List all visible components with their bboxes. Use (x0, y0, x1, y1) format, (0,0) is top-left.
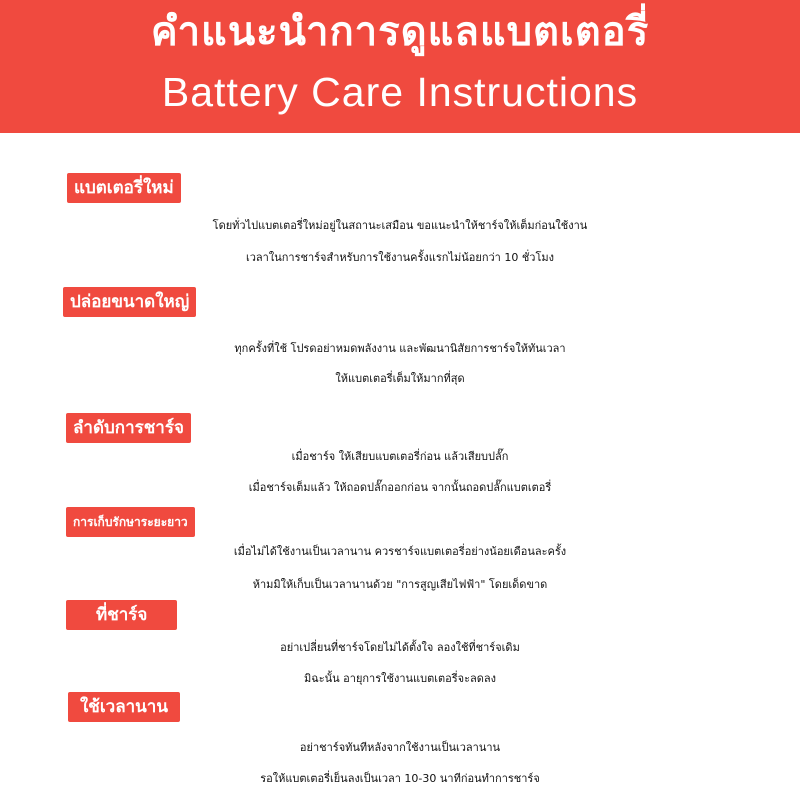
header-banner (0, 0, 800, 133)
section-text-line: อย่าเปลี่ยนที่ชาร์จโดยไม่ได้ตั้งใจ ลองใช้ที่ชาร์จเดิม (280, 641, 520, 654)
section-text-line: เวลาในการชาร์จสำหรับการใช้งานครั้งแรกไม่น้อยกว่า 10 ชั่วโมง (246, 251, 554, 264)
section-text-line: ให้แบตเตอรี่เต็มให้มากที่สุด (335, 372, 465, 385)
section-text-line: รอให้แบตเตอรี่เย็นลงเป็นเวลา 10-30 นาทีก่อนทำการชาร์จ (260, 772, 540, 785)
section-text-line: ห้ามมิให้เก็บเป็นเวลานานด้วย "การสูญเสียไฟฟ้า" โดยเด็ดขาด (252, 578, 548, 591)
page-title-english: Battery Care Instructions (161, 69, 639, 115)
page-title-thai: คำแนะนำการดูแลแบตเตอรี่ (150, 9, 650, 55)
section-text-line: อย่าชาร์จทันทีหลังจากใช้งานเป็นเวลานาน (299, 741, 501, 754)
section-label-new-battery: แบตเตอรี่ใหม่ (67, 173, 181, 203)
section-label-long-term-storage: การเก็บรักษาระยะยาว (66, 507, 195, 537)
section-text-line: เมื่อชาร์จเต็มแล้ว ให้ถอดปลั๊กออกก่อน จากนั้นถอดปลั๊กแบตเตอรี่ (248, 481, 552, 494)
section-text-line: เมื่อไม่ได้ใช้งานเป็นเวลานาน ควรชาร์จแบตเตอรี่อย่างน้อยเดือนละครั้ง (233, 545, 567, 558)
section-label-deep-discharge: ปล่อยขนาดใหญ่ (63, 287, 196, 317)
section-text-line: เมื่อชาร์จ ให้เสียบแบตเตอรี่ก่อน แล้วเสียบปลั๊ก (291, 450, 509, 463)
section-label-charging-order: ลำดับการชาร์จ (66, 413, 191, 443)
section-text-line: มิฉะนั้น อายุการใช้งานแบตเตอรี่จะลดลง (303, 672, 497, 685)
section-text-line: ทุกครั้งที่ใช้ โปรดอย่าหมดพลังงาน และพัฒนานิสัยการชาร์จให้ทันเวลา (234, 342, 566, 355)
section-label-charger: ที่ชาร์จ (66, 600, 177, 630)
section-text-line: โดยทั่วไปแบตเตอรี่ใหม่อยู่ในสถานะเสมือน ขอแนะนำให้ชาร์จให้เต็มก่อนใช้งาน (212, 219, 588, 232)
section-label-long-use: ใช้เวลานาน (68, 692, 180, 722)
